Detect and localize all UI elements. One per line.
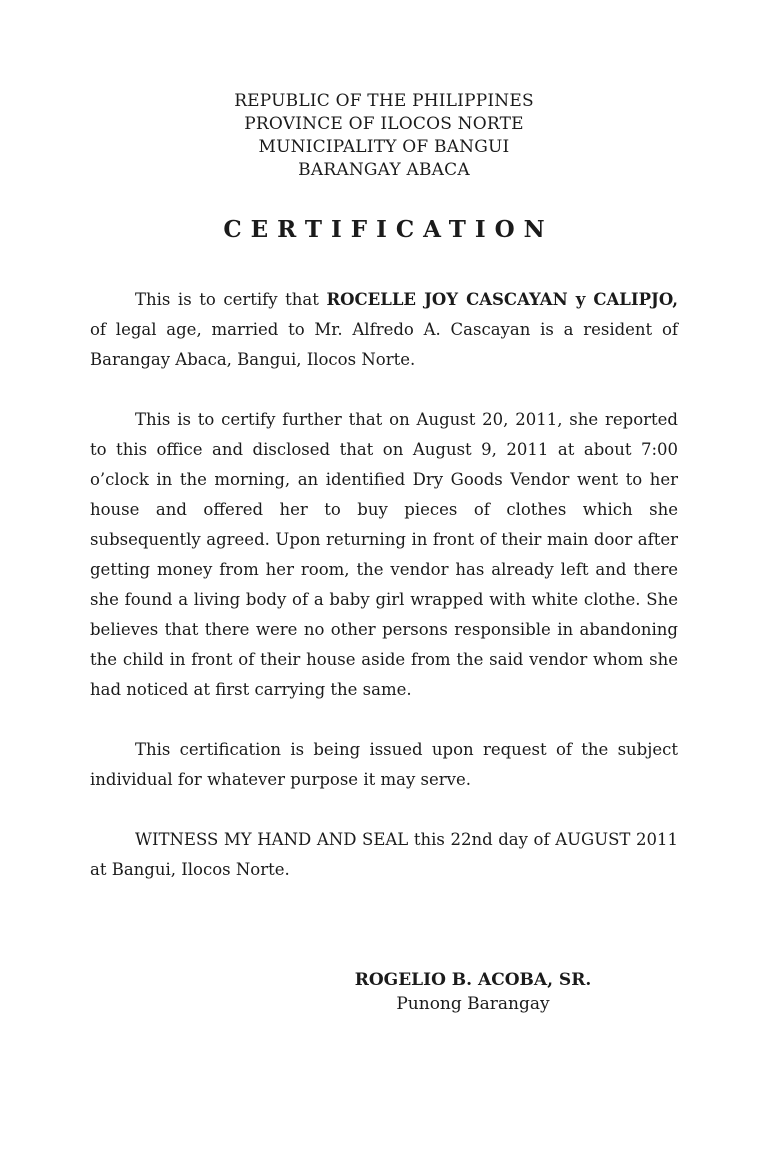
letterhead-line-barangay: BARANGAY ABACA [298, 160, 470, 180]
document-title: CERTIFICATION [223, 216, 554, 243]
signatory-name: ROGELIO B. ACOBA, SR. [354, 970, 592, 990]
paragraph-residency-rest: of legal age, married to Mr. Alfredo A. Cascayan is a resident of Barangay Abaca, Bangui, Ilocos Norte. [90, 320, 678, 369]
letterhead-line-municipality: MUNICIPALITY OF BANGUI [258, 137, 510, 157]
paragraph-issuance-purpose: This certification is being issued upon request of the subject individual for whatever purpose it may serve. [90, 740, 678, 789]
paragraph-residency [90, 285, 678, 375]
document-body [90, 285, 678, 885]
paragraph-incident-report: This is to certify further that on August 20, 2011, she reported to this office and disclosed that on August 9, 2011 at about 7:00 o’clock in the morning, an identified Dry Goods Vendor went to her house and offered her to buy pieces of clothes which she subsequently agreed. Upon returning in front of their main door after getting money from her room, the vendor has already left and there she found a living body of a baby girl wrapped with white clothe. She believes that there were no other persons responsible in abandoning the child in front of their house aside from the said vendor whom she had noticed at first carrying the same. [90, 410, 678, 699]
signatory-role: Punong Barangay [396, 994, 550, 1014]
subject-name: ROCELLE JOY CASCAYAN y CALIPJO, [326, 290, 678, 309]
paragraph-witness-seal: WITNESS MY HAND AND SEAL this 22nd day of AUGUST 2011 at Bangui, Ilocos Norte. [90, 830, 678, 879]
paragraph-residency-lead: This is to certify that [135, 290, 327, 309]
letterhead-line-province: PROVINCE OF ILOCOS NORTE [244, 114, 524, 134]
signature-block [308, 968, 638, 1016]
letterhead [90, 90, 678, 182]
letterhead-line-republic: REPUBLIC OF THE PHILIPPINES [234, 91, 534, 111]
